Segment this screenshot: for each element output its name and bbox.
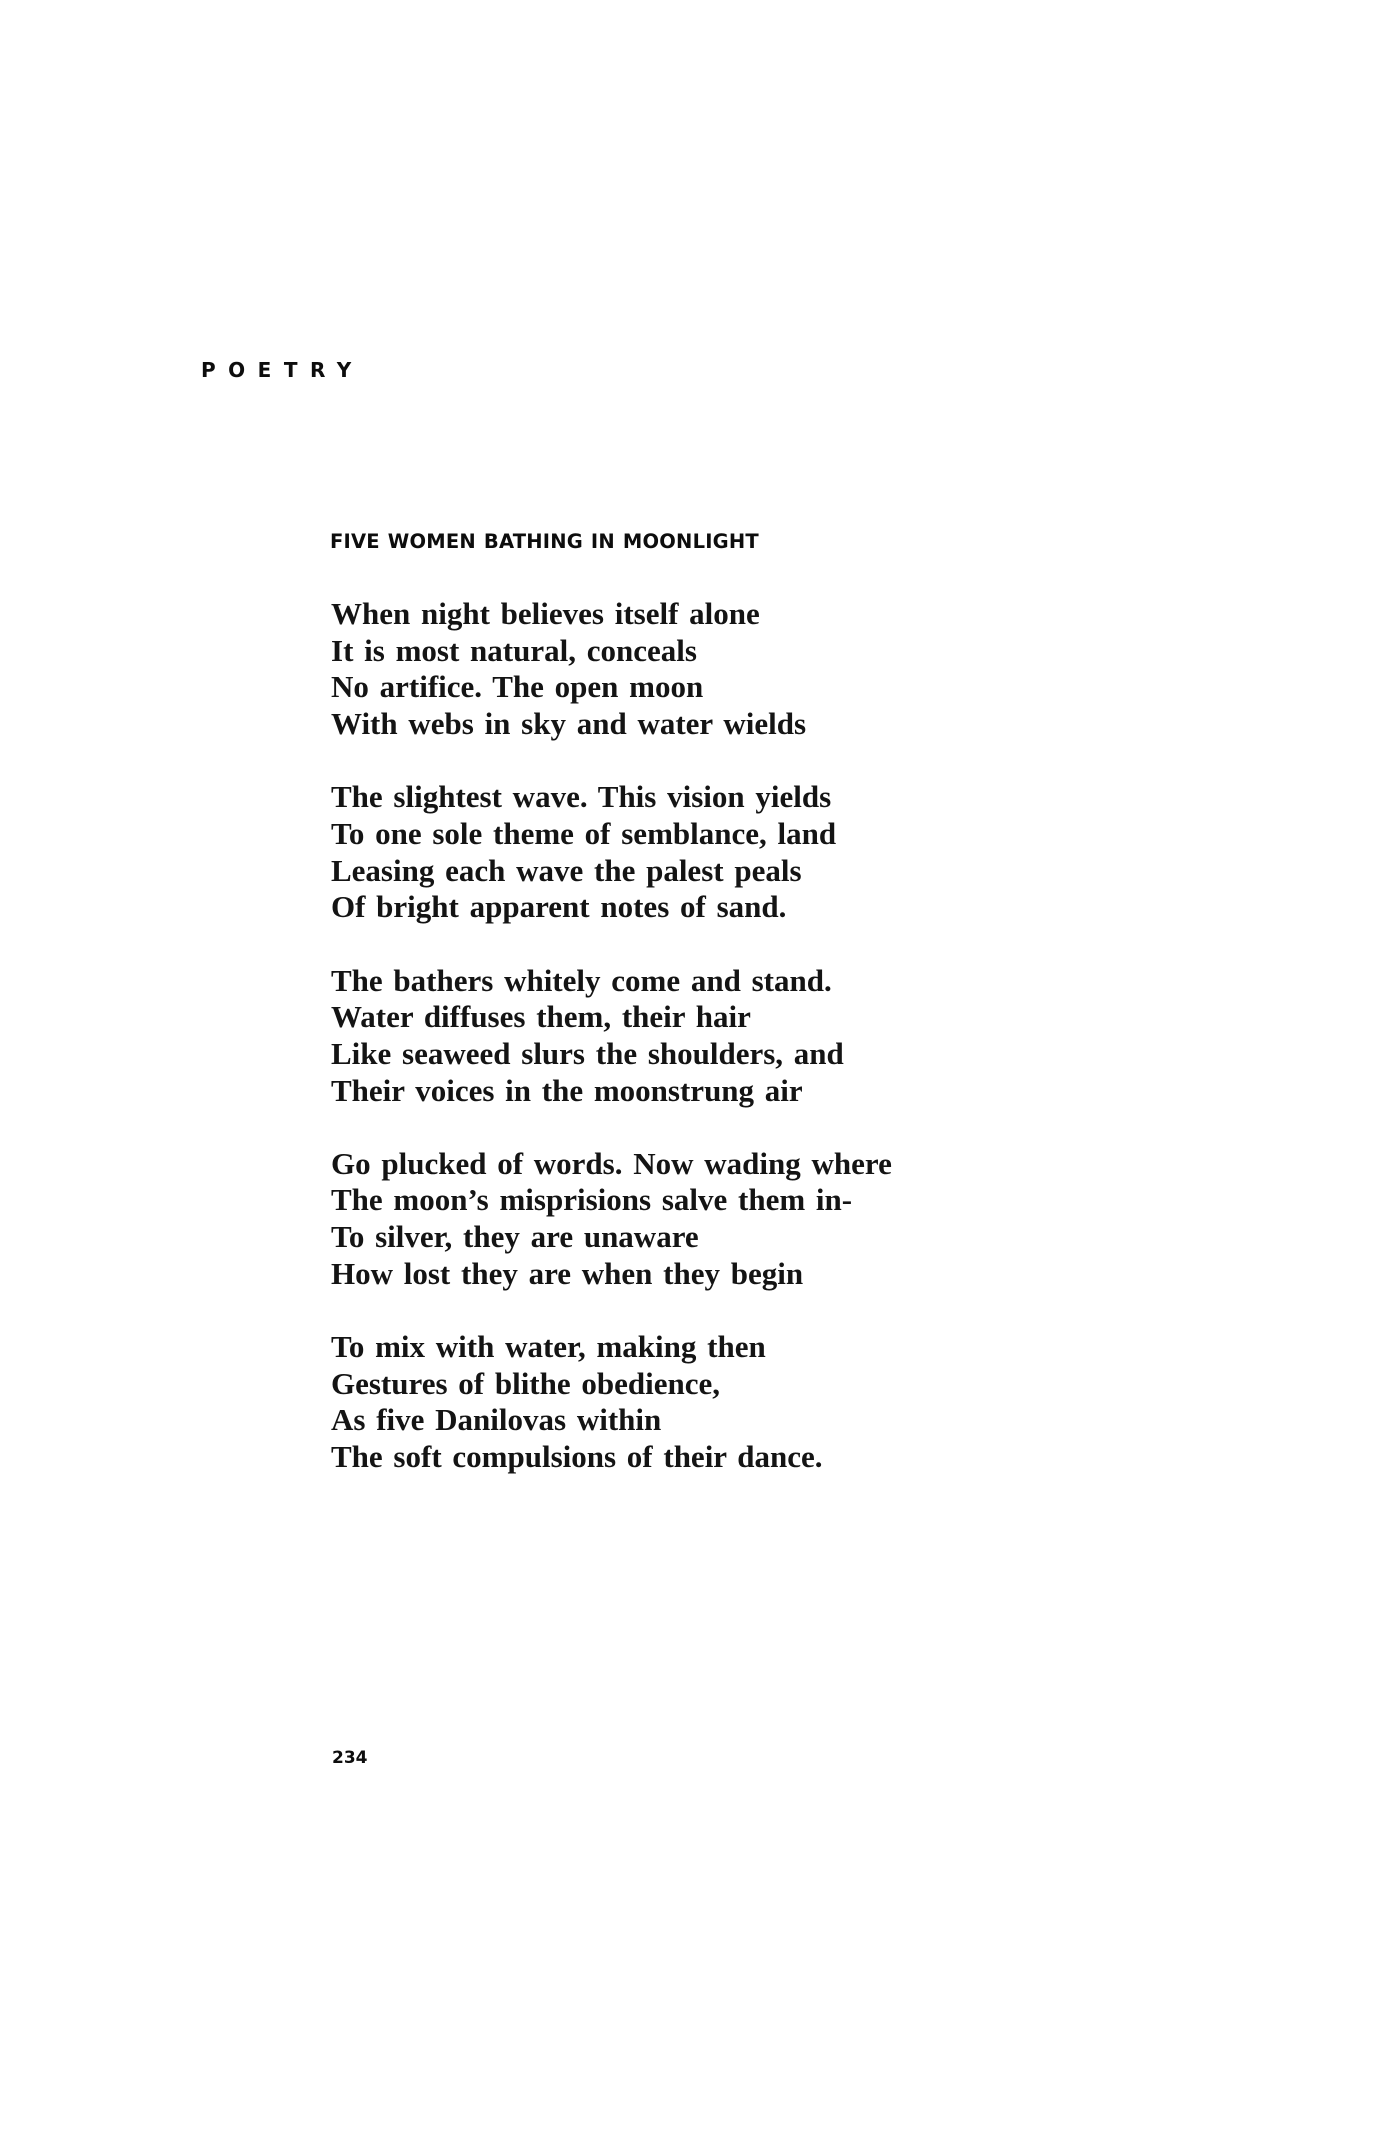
stanza-4 [331, 1146, 892, 1293]
stanza-5 [331, 1329, 892, 1476]
section-label: POETRY [201, 358, 364, 382]
page-number: 234 [332, 1748, 368, 1768]
poem-line: Water diffuses them, their hair [331, 999, 751, 1035]
poem-line: To silver, they are unaware [331, 1219, 699, 1255]
poem-line: The soft compulsions of their dance. [331, 1439, 823, 1475]
poem-line: When night believes itself alone [331, 596, 760, 631]
poem-line: How lost they are when they begin [331, 1255, 804, 1291]
poem-line: The slightest wave. This vision yields [331, 779, 832, 815]
poem-line: With webs in sky and water wields [331, 705, 807, 741]
poem-title: FIVE WOMEN BATHING IN MOONLIGHT [330, 530, 759, 553]
stanza-3 [331, 963, 892, 1110]
poem-line: Go plucked of words. Now wading where [331, 1145, 892, 1181]
poem-line: As five Danilovas within [331, 1402, 662, 1438]
poem-line: Of bright apparent notes of sand. [331, 889, 787, 925]
stanza-2 [331, 779, 892, 926]
poem-line: No artifice. The open moon [331, 669, 704, 705]
poem-body [331, 596, 892, 1476]
stanza-1 [331, 596, 892, 743]
poem-line: Leasing each wave the palest peals [331, 852, 802, 888]
poem-line: It is most natural, conceals [331, 632, 697, 668]
poem-line: To mix with water, making then [331, 1329, 766, 1365]
poem-line: The moon’s misprisions salve them in- [331, 1182, 853, 1218]
poem-line: To one sole theme of semblance, land [331, 815, 837, 851]
poem-line: The bathers whitely come and stand. [331, 962, 832, 998]
poem-line: Gestures of blithe obedience, [331, 1365, 721, 1401]
poem-line: Like seaweed slurs the shoulders, and [331, 1035, 844, 1071]
poem-line: Their voices in the moonstrung air [331, 1072, 803, 1108]
